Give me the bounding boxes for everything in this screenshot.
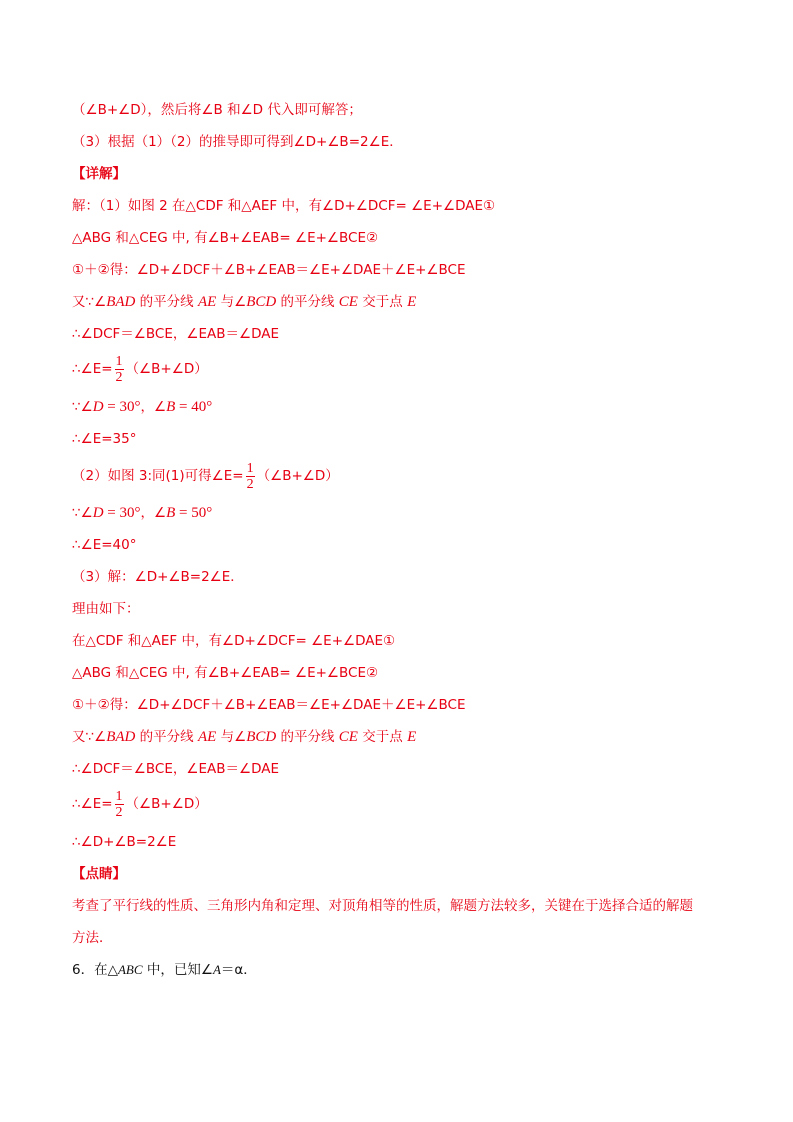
math-var: E — [407, 729, 417, 745]
text-run: 又∵∠ — [72, 729, 107, 745]
text-line — [72, 503, 212, 523]
math-var: ABC — [117, 962, 143, 977]
text-line — [72, 292, 416, 312]
text-run: （∠B+∠D） — [125, 361, 208, 377]
math-value: = 30° — [103, 399, 141, 415]
text-line: 考查了平行线的性质、三角形内角和定理、对顶角相等的性质，解题方法较多，关键在于选择合适的解题 — [72, 898, 693, 914]
text-run: ∵∠ — [72, 399, 93, 415]
math-var: BCD — [246, 294, 277, 310]
text-line: ∴∠DCF＝∠BCE，∠EAB＝∠DAE — [72, 326, 280, 342]
text-line: 解：（1）如图 2 在△CDF 和△AEF 中，有∠D+∠DCF= ∠E+∠DAE① — [72, 198, 496, 214]
text-run: 的平分线 — [276, 729, 339, 745]
text-run: 又∵∠ — [72, 294, 107, 310]
text-line: △ABG 和△CEG 中, 有∠B+∠EAB= ∠E+∠BCE② — [72, 665, 379, 681]
text-line: ∴∠D+∠B=2∠E — [72, 834, 177, 850]
text-run: ，∠ — [140, 399, 167, 415]
text-line — [72, 783, 208, 825]
text-line: 理由如下： — [72, 601, 140, 617]
text-run: 6．在△ — [72, 962, 118, 978]
math-var: BAD — [106, 729, 136, 745]
text-line: 在△CDF 和△AEF 中，有∠D+∠DCF= ∠E+∠DAE① — [72, 633, 396, 649]
math-var: AE — [197, 729, 217, 745]
math-var: D — [92, 399, 104, 415]
fraction-numerator: 1 — [115, 788, 123, 804]
text-run: ＝α． — [220, 962, 257, 978]
text-run: （2）如图 3:同(1)可得∠E= — [72, 468, 244, 484]
text-run: 的平分线 — [135, 294, 198, 310]
fraction-denominator: 2 — [115, 369, 123, 385]
text-line: （∠B+∠D），然后将∠B 和∠D 代入即可解答； — [72, 102, 362, 118]
text-run: ∵∠ — [72, 505, 93, 521]
math-var: BCD — [246, 729, 277, 745]
text-line — [72, 348, 208, 390]
text-run: （∠B+∠D） — [256, 468, 339, 484]
math-var: B — [166, 399, 176, 415]
math-value: = 50° — [175, 505, 213, 521]
fraction-numerator: 1 — [246, 460, 254, 476]
text-run: 与∠ — [216, 729, 247, 745]
text-run: ∴∠E= — [72, 361, 113, 377]
fraction — [115, 789, 124, 820]
text-line: 方法． — [72, 930, 113, 946]
math-var: BAD — [106, 294, 136, 310]
math-var: CE — [338, 294, 358, 310]
text-run: 中，已知∠ — [142, 962, 213, 978]
math-value: = 30° — [103, 505, 141, 521]
math-var: B — [166, 505, 176, 521]
text-run: ∴∠E= — [72, 796, 113, 812]
math-var: A — [212, 962, 221, 977]
fraction — [115, 354, 124, 385]
text-line: ∴∠E=40° — [72, 537, 137, 553]
math-var: D — [92, 505, 104, 521]
text-run: 交于点 — [357, 294, 408, 310]
section-heading-remark: 【点睛】 — [72, 866, 126, 882]
text-line — [72, 397, 212, 417]
fraction-denominator: 2 — [115, 804, 123, 820]
text-line: （3）解：∠D+∠B=2∠E． — [72, 569, 244, 585]
fraction-denominator: 2 — [246, 476, 254, 492]
text-line: ∴∠E=35° — [72, 431, 137, 447]
text-run: ，∠ — [140, 505, 167, 521]
text-line — [72, 455, 339, 497]
text-line: △ABG 和△CEG 中, 有∠B+∠EAB= ∠E+∠BCE② — [72, 230, 379, 246]
text-line — [72, 727, 416, 747]
text-run: 交于点 — [357, 729, 408, 745]
fraction — [246, 461, 255, 492]
text-run: 与∠ — [216, 294, 247, 310]
text-line: ∴∠DCF＝∠BCE，∠EAB＝∠DAE — [72, 761, 280, 777]
fraction-numerator: 1 — [115, 353, 123, 369]
math-var: AE — [197, 294, 217, 310]
math-var: E — [407, 294, 417, 310]
math-var: CE — [338, 729, 358, 745]
section-heading-detail: 【详解】 — [72, 166, 126, 182]
text-run: （∠B+∠D） — [125, 796, 208, 812]
text-line: （3）根据（1）（2）的推导即可得到∠D+∠B=2∠E． — [72, 134, 403, 150]
text-run: 的平分线 — [276, 294, 339, 310]
text-line: ①＋②得：∠D+∠DCF＋∠B+∠EAB＝∠E+∠DAE＋∠E+∠BCE — [72, 697, 466, 713]
math-value: = 40° — [175, 399, 213, 415]
question-6 — [72, 960, 257, 980]
text-run: 的平分线 — [135, 729, 198, 745]
text-line: ①＋②得：∠D+∠DCF＋∠B+∠EAB＝∠E+∠DAE＋∠E+∠BCE — [72, 262, 466, 278]
